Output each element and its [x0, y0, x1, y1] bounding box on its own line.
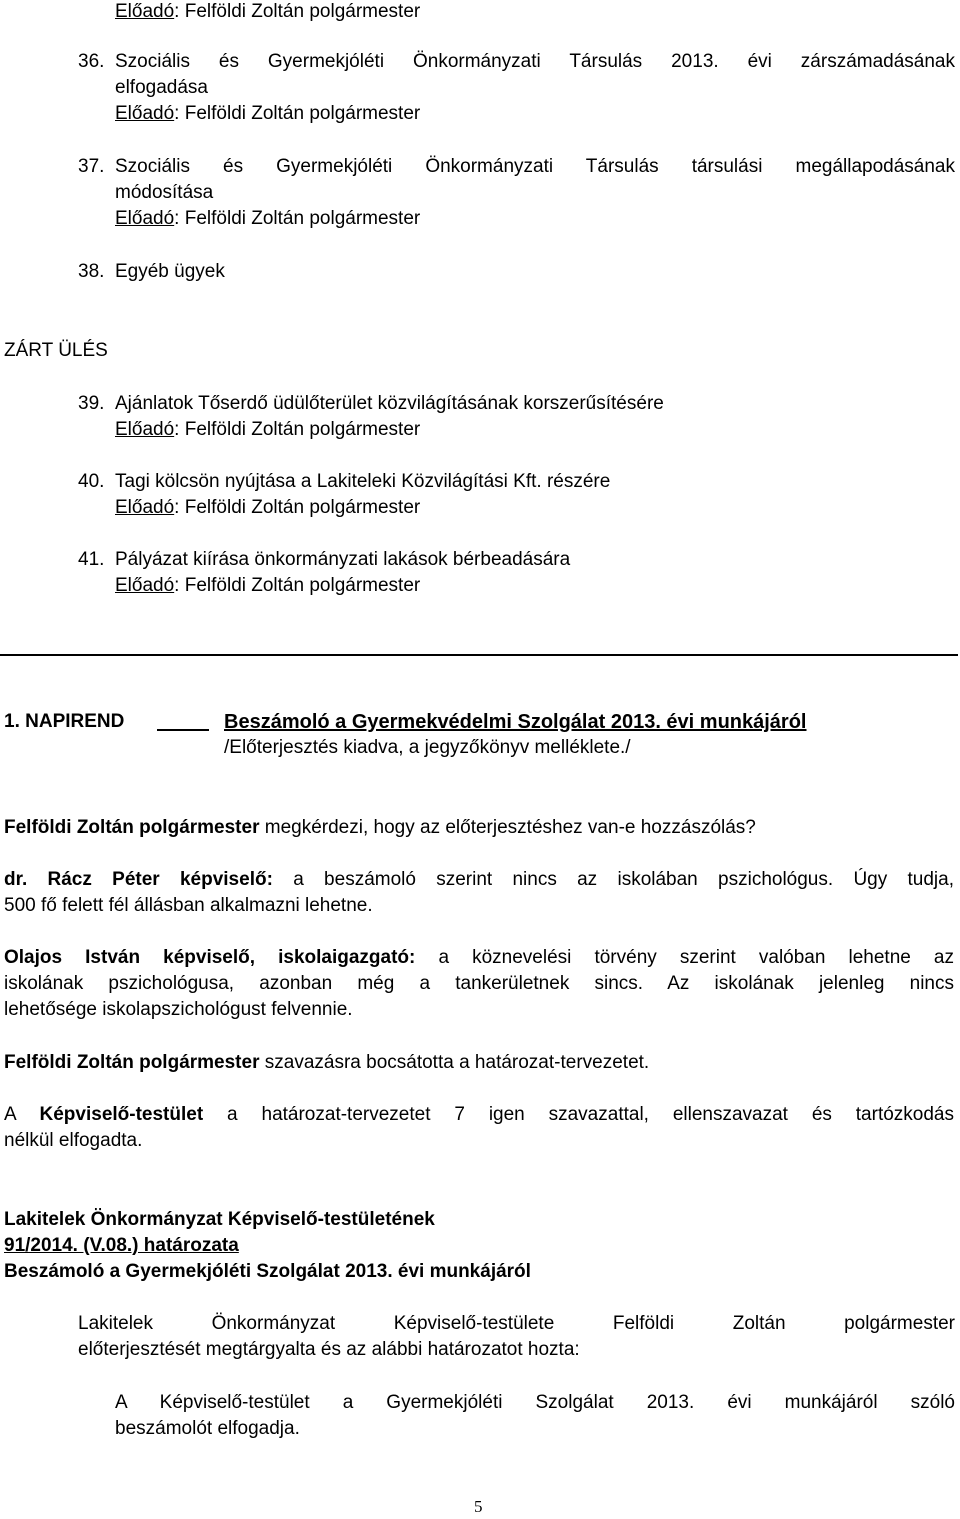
presenter-line: [115, 495, 420, 521]
vote-paragraph: [4, 1102, 954, 1128]
presenter-line: [115, 206, 420, 232]
resolution-intro: Lakitelek Önkormányzat Képviselő-testülete Felföldi Zoltán polgármester: [78, 1313, 955, 1334]
agenda-item-title: Szociális és Gyermekjóléti Önkormányzati Társulás 2013. évi zárszámadásának: [115, 51, 955, 72]
presenter-line: [115, 101, 420, 127]
resolution-decision-cont: beszámolót elfogadja.: [115, 1418, 300, 1439]
agenda-item-number: 38.: [78, 261, 105, 282]
presenter-label: Előadó: [115, 1, 175, 22]
agenda-item-number: 36.: [78, 51, 105, 72]
resolution-intro-cont: előterjesztését megtárgyalta és az alábbi határozatot hozta:: [78, 1339, 580, 1360]
section-divider: [0, 654, 958, 656]
agenda-item-title: Szociális és Gyermekjóléti Önkormányzati Társulás társulási megállapodásának: [115, 156, 955, 177]
agenda-item-number: 39.: [78, 393, 105, 414]
discussion-paragraph: [4, 1050, 649, 1076]
resolution-subject: Beszámoló a Gyermekjóléti Szolgálat 2013. évi munkájáról: [4, 1261, 531, 1282]
presenter-name: : Felföldi Zoltán polgármester: [174, 1, 421, 22]
agenda-item-title-cont: módosítása: [115, 182, 214, 203]
napirend-label: 1. NAPIREND: [4, 711, 125, 732]
presenter-name: : Felföldi Zoltán polgármester: [174, 419, 421, 440]
agenda-item-title-cont: elfogadása: [115, 77, 208, 98]
presenter-label: Előadó: [115, 208, 175, 229]
council-name: Képviselő-testület: [39, 1104, 204, 1125]
speaker-name: dr. Rácz Péter képviselő:: [4, 869, 273, 890]
vote-text-cont: nélkül elfogadta.: [4, 1130, 143, 1151]
presenter-line: [115, 417, 420, 443]
discussion-paragraph: [4, 945, 954, 971]
speaker-name: Olajos István képviselő, iskolaigazgató:: [4, 947, 416, 968]
napirend-dash: [157, 729, 209, 731]
speech-text-cont: iskolának pszichológusa, azonban még a tankerületnek sincs. Az iskolának jelenleg nincs: [4, 973, 954, 994]
presenter-line-35: [115, 0, 420, 25]
speaker-name: Felföldi Zoltán polgármester: [4, 1052, 260, 1073]
speech-text: megkérdezi, hogy az előterjesztéshez van-e hozzászólás?: [259, 817, 756, 838]
presenter-label: Előadó: [115, 103, 175, 124]
napirend-note: /Előterjesztés kiadva, a jegyzőkönyv melléklete./: [224, 737, 631, 758]
agenda-item-title: Tagi kölcsön nyújtása a Lakiteleki Közvilágítási Kft. részére: [115, 471, 611, 492]
vote-text: A: [4, 1104, 40, 1125]
agenda-item-number: 41.: [78, 549, 105, 570]
page-number: 5: [474, 1497, 483, 1516]
presenter-label: Előadó: [115, 497, 175, 518]
presenter-line: [115, 573, 420, 599]
presenter-name: : Felföldi Zoltán polgármester: [174, 103, 421, 124]
closed-session-heading: ZÁRT ÜLÉS: [4, 340, 108, 361]
speech-text: a köznevelési törvény szerint valóban lehetne az: [438, 947, 954, 968]
presenter-label: Előadó: [115, 575, 175, 596]
napirend-title: Beszámoló a Gyermekvédelmi Szolgálat 2013. évi munkájáról: [224, 711, 807, 733]
speech-text-cont: lehetősége iskolapszichológust felvennie.: [4, 999, 353, 1020]
agenda-item-number: 37.: [78, 156, 105, 177]
discussion-paragraph: [4, 867, 954, 893]
speech-text: szavazásra bocsátotta a határozat-tervezetet.: [259, 1052, 650, 1073]
discussion-paragraph: [4, 815, 756, 841]
presenter-name: : Felföldi Zoltán polgármester: [174, 575, 421, 596]
resolution-body: Lakitelek Önkormányzat Képviselő-testületének: [4, 1209, 435, 1230]
presenter-name: : Felföldi Zoltán polgármester: [174, 497, 421, 518]
speech-text: a beszámoló szerint nincs az iskolában pszichológus. Úgy tudja,: [293, 869, 954, 890]
agenda-item-number: 40.: [78, 471, 105, 492]
agenda-item-title: Pályázat kiírása önkormányzati lakások bérbeadására: [115, 549, 571, 570]
agenda-item-title: Egyéb ügyek: [115, 261, 225, 282]
speaker-name: Felföldi Zoltán polgármester: [4, 817, 260, 838]
presenter-name: : Felföldi Zoltán polgármester: [174, 208, 421, 229]
agenda-item-title: Ajánlatok Tőserdő üdülőterület közvilágításának korszerűsítésére: [115, 393, 664, 414]
speech-text-cont: 500 fő felett fél állásban alkalmazni lehetne.: [4, 895, 373, 916]
resolution-decision: A Képviselő-testület a Gyermekjóléti Szolgálat 2013. évi munkájáról szóló: [115, 1392, 955, 1413]
resolution-number: 91/2014. (V.08.) határozata: [4, 1235, 239, 1256]
vote-text: a határozat-tervezetet 7 igen szavazattal, ellenszavazat és tartózkodás: [203, 1104, 955, 1125]
presenter-label: Előadó: [115, 419, 175, 440]
